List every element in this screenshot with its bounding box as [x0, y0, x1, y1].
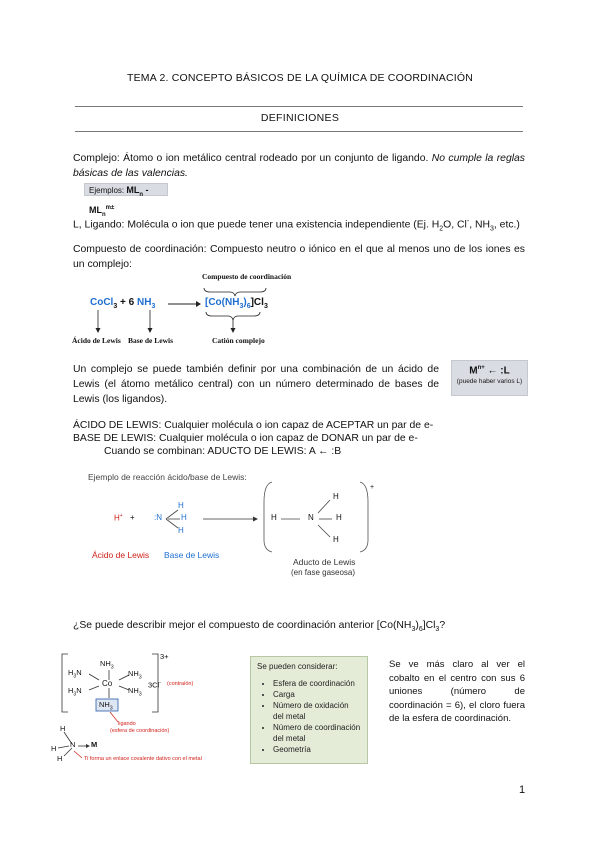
question-sub2: 6	[418, 626, 423, 634]
nh3-top-text: NH	[100, 659, 111, 668]
reaction-adduct-label: Aducto de Lewis	[293, 557, 356, 567]
adduct-n: N	[308, 513, 314, 522]
h3n-lb-n: N	[76, 686, 82, 695]
lewis-box-sup: n+	[477, 365, 485, 371]
reaction-heading: Ejemplo de reacción ácido/base de Lewis:	[88, 472, 247, 482]
ligando-rest: O, Cl	[443, 219, 467, 231]
ligando-term: L, Ligando	[73, 219, 122, 231]
header-rule-bottom	[75, 131, 523, 132]
nh3-rt-text: NH	[128, 669, 139, 678]
example-formula-b: - ML	[89, 185, 149, 215]
question-line	[73, 618, 533, 637]
h2o-sub: 2	[439, 225, 444, 233]
example-formula-a: ML	[126, 185, 140, 195]
ammonia-n: :N	[154, 513, 162, 522]
reaction-adduct-sub: (en fase gaseosa)	[291, 568, 356, 577]
reaction-plus: +	[130, 513, 135, 522]
counterion-sup: -	[159, 680, 161, 686]
question-mid: )	[415, 620, 419, 631]
section-title: DEFINICIONES	[260, 112, 340, 124]
question-end: ]Cl	[422, 620, 436, 631]
nh3-top-sub: 3	[110, 664, 114, 671]
page-number: 1	[519, 784, 526, 796]
h3n-left-top	[68, 668, 82, 680]
ligand-note-sphere: (esfera de coordinación)	[110, 728, 170, 734]
label-acid: Ácido de Lewis	[72, 336, 121, 345]
question-text: ¿Se puede describir mejor el compuesto de coordinación anterior [Co(NH	[73, 620, 412, 631]
compuesto-definition	[73, 242, 525, 272]
ammonia-h2: H	[181, 513, 187, 522]
page-title: TEMA 2. CONCEPTO BÁSICOS DE LA QUÍMICA DE COORDINACIÓN	[126, 72, 474, 84]
compound-diagram	[72, 272, 388, 352]
example-sub-b: n	[102, 211, 106, 218]
lewis-definition: Un complejo se puede también definir por una combinación de un ácido de Lewis (el átomo metálico central) con un número determinado de bases de Lewis (los ligandos).	[73, 364, 439, 405]
ligand-note: ligando	[118, 721, 136, 727]
reactant-cocl3	[90, 297, 155, 310]
complex-charge: 3+	[160, 652, 169, 661]
complejo-italic-note: No cumple la reglas básicas de las valencias.	[73, 153, 526, 179]
nh3-rt-sub: 3	[138, 674, 142, 681]
ligando-definition	[73, 211, 533, 237]
plus-six: + 6	[117, 297, 137, 308]
base-definition: BASE DE LEWIS: Cualquier molécula o ion capaz de DONAR un par de e-	[73, 433, 418, 444]
question-sub1: 3	[411, 626, 416, 634]
h3n-lb-sub: 3	[73, 691, 77, 698]
nh3-b-sub: 3	[109, 705, 113, 712]
question-sub3: 3	[435, 626, 440, 634]
octahedral-structure	[44, 650, 234, 770]
complejo-text: : Átomo o ion metálico central rodeado por un conjunto de ligando.	[116, 153, 432, 164]
h-plus-symbol: H	[114, 513, 120, 523]
considerations-list	[257, 678, 361, 755]
product-sub1: 3	[239, 303, 244, 310]
complejo-definition	[73, 151, 525, 181]
bond-h-top: H	[60, 724, 66, 733]
dative-bond-note: Ti forma un enlace covalente dativo con el metal	[84, 756, 202, 762]
lewis-box-note: (puede haber varios L)	[456, 378, 523, 386]
question-mark: ?	[439, 620, 446, 631]
consideration-item: • Número de oxidación del metal	[273, 700, 361, 722]
counterion	[148, 680, 161, 690]
h3n-lt-n: N	[76, 668, 82, 677]
counterion-note: (contraión)	[167, 681, 194, 687]
nh3-rb-text: NH	[128, 686, 139, 695]
adduct-charge: +	[370, 484, 375, 491]
nh3-b-text: NH	[99, 700, 110, 709]
nh3-sub: 3	[489, 225, 494, 233]
nh3-formula: NH	[137, 297, 152, 308]
nh3-right-bottom	[128, 686, 142, 698]
example-label: Ejemplos:	[89, 186, 125, 195]
label-base: Base de Lewis	[128, 336, 173, 345]
product-formula	[205, 297, 268, 310]
nh3-bottom	[99, 700, 113, 712]
counterion-text: 3Cl	[148, 680, 160, 690]
nh3-rb-sub: 3	[138, 691, 142, 698]
lewis-box-formula	[452, 365, 527, 376]
consideration-item: • Carga	[273, 689, 361, 700]
header-rule-top	[75, 106, 523, 107]
ligando-rest3: , etc.)	[493, 219, 520, 231]
bond-h-left: H	[51, 744, 57, 753]
cobalt-center: Co	[102, 679, 113, 688]
reaction-base-label: Base de Lewis	[164, 550, 220, 560]
reaction-diagram	[88, 472, 378, 582]
product-sub2: 6	[246, 303, 251, 310]
ligando-text: : Molécula o ion que puede tener una existencia independiente (Ej. H	[121, 219, 440, 231]
h-plus-sup: +	[119, 513, 123, 519]
adduct-h-right: H	[336, 513, 342, 522]
cocl3-sub: 3	[113, 303, 118, 310]
compound-heading: Compuesto de coordinación	[202, 272, 292, 281]
product-mid: )	[243, 297, 247, 308]
compuesto-text: : Compuesto neutro o iónico en el que al menos uno de los iones es un complejo:	[73, 244, 525, 270]
product-close: ]Cl	[250, 297, 264, 308]
h-plus	[114, 513, 123, 523]
adduct-h-top: H	[333, 492, 339, 501]
bond-m: M	[91, 740, 98, 749]
considerations-box	[250, 656, 368, 764]
bond-h-bottom: H	[57, 754, 63, 763]
adduct-definition: Cuando se combinan: ADUCTO DE LEWIS: A ← :B	[104, 446, 342, 457]
example-sub-a: n	[139, 191, 144, 198]
lewis-box-m: M	[469, 365, 478, 377]
nh3-formula-sub: 3	[151, 303, 156, 310]
example-sup-b: m±	[105, 204, 115, 211]
adduct-h-bottom: H	[333, 535, 339, 544]
complejo-term: Complejo	[73, 153, 117, 164]
cocl3-formula: CoCl	[90, 297, 114, 308]
lewis-formula-box	[451, 360, 528, 396]
adduct-h-left: H	[271, 513, 277, 522]
consideration-item: • Número de coordinación del metal	[273, 722, 361, 744]
acid-definition: ÁCIDO DE LEWIS: Cualquier molécula o ion capaz de ACEPTAR un par de e-	[73, 420, 434, 431]
ligando-rest2: , NH	[469, 219, 490, 231]
ammonia-h3: H	[178, 526, 184, 535]
h3n-lt-h: H	[68, 668, 74, 677]
complejo-example-box	[84, 183, 168, 218]
ammonia-h1: H	[178, 501, 184, 510]
reaction-acid-label: Ácido de Lewis	[92, 550, 150, 560]
lewis-box-arrow: ← :L	[484, 365, 510, 377]
h3n-left-bottom	[68, 686, 82, 698]
label-cation: Catión complejo	[212, 336, 265, 345]
product-sub3: 3	[263, 303, 268, 310]
product-open: [Co(NH	[205, 297, 240, 308]
compuesto-term: Compuesto de coordinación	[73, 244, 204, 255]
nh3-right-top	[128, 669, 142, 681]
nh3-top	[100, 659, 114, 671]
bond-n: N	[70, 740, 76, 749]
consideration-item: • Esfera de coordinación	[273, 678, 361, 689]
side-explanation: Se ve más claro al ver el cobalto en el centro con sus 6 uniones (número de coordinación = 6), el cloro fuera de la esfera de coordinación.	[389, 659, 525, 725]
h3n-lb-h: H	[68, 686, 74, 695]
considerations-title: Se pueden considerar:	[257, 662, 338, 671]
cl-sup: -	[466, 218, 470, 225]
consideration-item: • Geometría	[273, 744, 361, 755]
h3n-lt-sub: 3	[73, 673, 77, 680]
